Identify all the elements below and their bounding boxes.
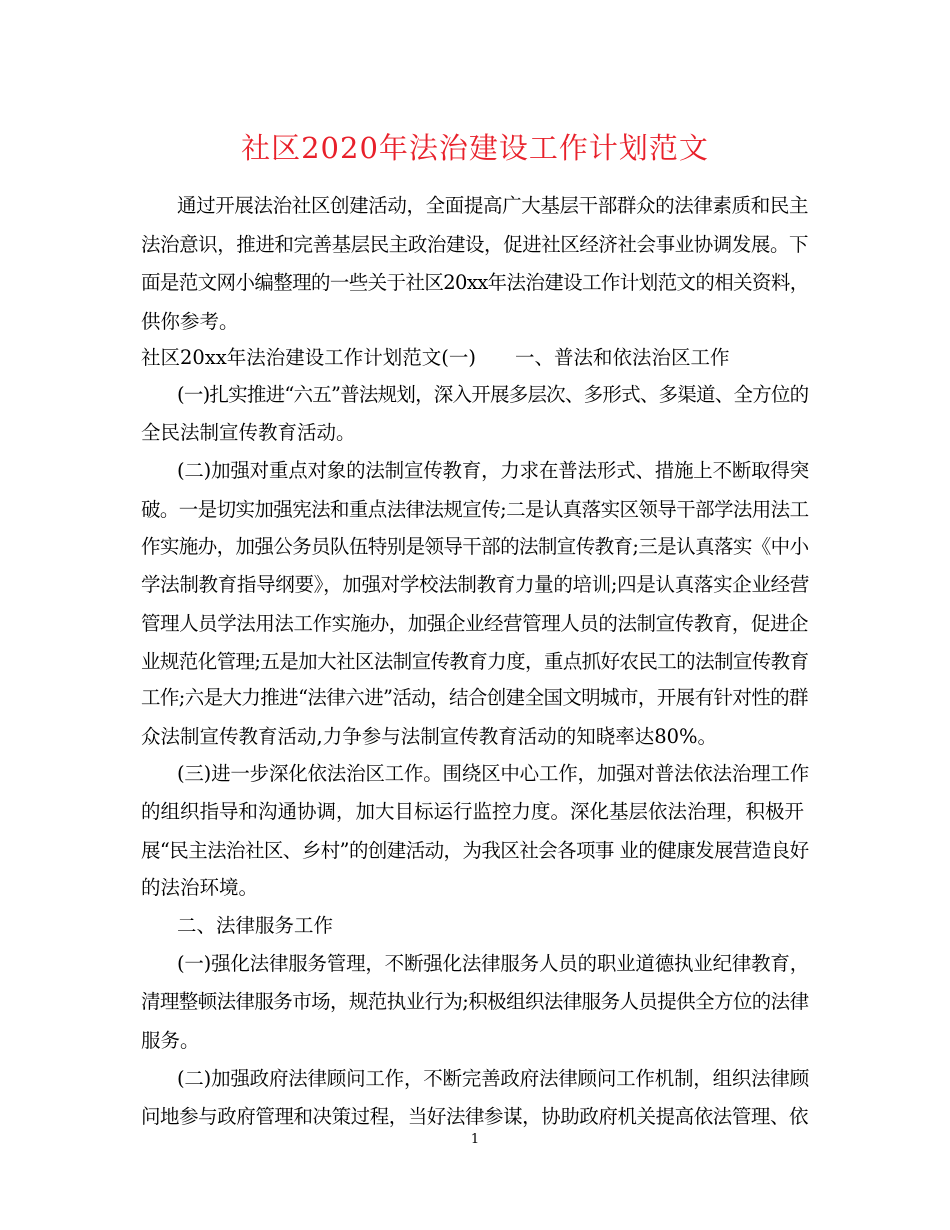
paragraph-line: 工作;六是大力推进“法律六进”活动，结合创建全国文明城市，开展有针对性的群 [141,686,808,709]
paragraph-line: 破。一是切实加强宪法和重点法律法规宣传;二是认真落实区领导干部学法用法工 [141,498,809,521]
paragraph-line: 供你参考。 [141,310,239,333]
paragraph-line: (二)加强对重点对象的法制宣传教育，力求在普法形式、措施上不断取得突 [177,459,810,482]
paragraph-line: 作实施办，加强公务员队伍特别是领导干部的法制宣传教育;三是认真落实《中小 [141,535,809,558]
paragraph-line: 的组织指导和沟通协调，加大目标运行监控力度。深化基层依法治理，积极开 [141,800,805,823]
paragraph-line: 众法制宣传教育活动,力争参与法制宣传教育活动的知晓率达80%。 [141,725,718,748]
paragraph-line: 问地参与政府管理和决策过程，当好法律参谋，协助政府机关提高依法管理、依 [141,1105,809,1128]
paragraph-line: (一)强化法律服务管理，不断强化法律服务人员的职业道德执业纪律教育， [177,952,810,975]
paragraph-line: (三)进一步深化依法治区工作。围绕区中心工作，加强对普法依法治理工作 [177,762,810,785]
paragraph-line: 管理人员学法用法工作实施办，加强企业经营管理人员的法制宣传教育，促进企 [141,612,809,635]
paragraph-line: 服务。 [141,1029,200,1052]
paragraph-line: 展“民主法治社区、乡村”的创建活动，为我区社会各项事 业的健康发展营造良好 [141,839,809,862]
paragraph-line: 法治意识，推进和完善基层民主政治建设，促进社区经济社会事业协调发展。下 [141,233,809,256]
paragraph-line: 全民法制宣传教育活动。 [141,421,356,444]
paragraph-line: 面是范文网小编整理的一些关于社区20xx年法治建设工作计划范文的相关资料， [141,271,809,294]
document-title: 社区2020年法治建设工作计划范文 [241,131,709,165]
page-number: 1 [470,1132,480,1147]
paragraph-line: (一)扎实推进“六五”普法规划，深入开展多层次、多形式、多渠道、全方位的 [177,383,809,406]
paragraph-line: 学法制教育指导纲要》，加强对学校法制教育力量的培训;四是认真落实企业经营 [141,573,810,596]
paragraph-line: 的法治环境。 [141,876,259,899]
paragraph-line: 社区20xx年法治建设工作计划范文(一) 一、普法和依法治区工作 [141,346,730,369]
paragraph-line: 通过开展法治社区创建活动，全面提高广大基层干部群众的法律素质和民主 [177,194,809,217]
paragraph-line: 业规范化管理;五是加大社区法制宣传教育力度，重点抓好农民工的法制宣传教育 [141,650,809,673]
paragraph-line: (二)加强政府法律顾问工作，不断完善政府法律顾问工作机制，组织法律顾 [177,1067,810,1090]
paragraph-line: 二、法律服务工作 [177,914,334,937]
paragraph-line: 清理整顿法律服务市场，规范执业行为;积极组织法律服务人员提供全方位的法律 [141,990,809,1013]
